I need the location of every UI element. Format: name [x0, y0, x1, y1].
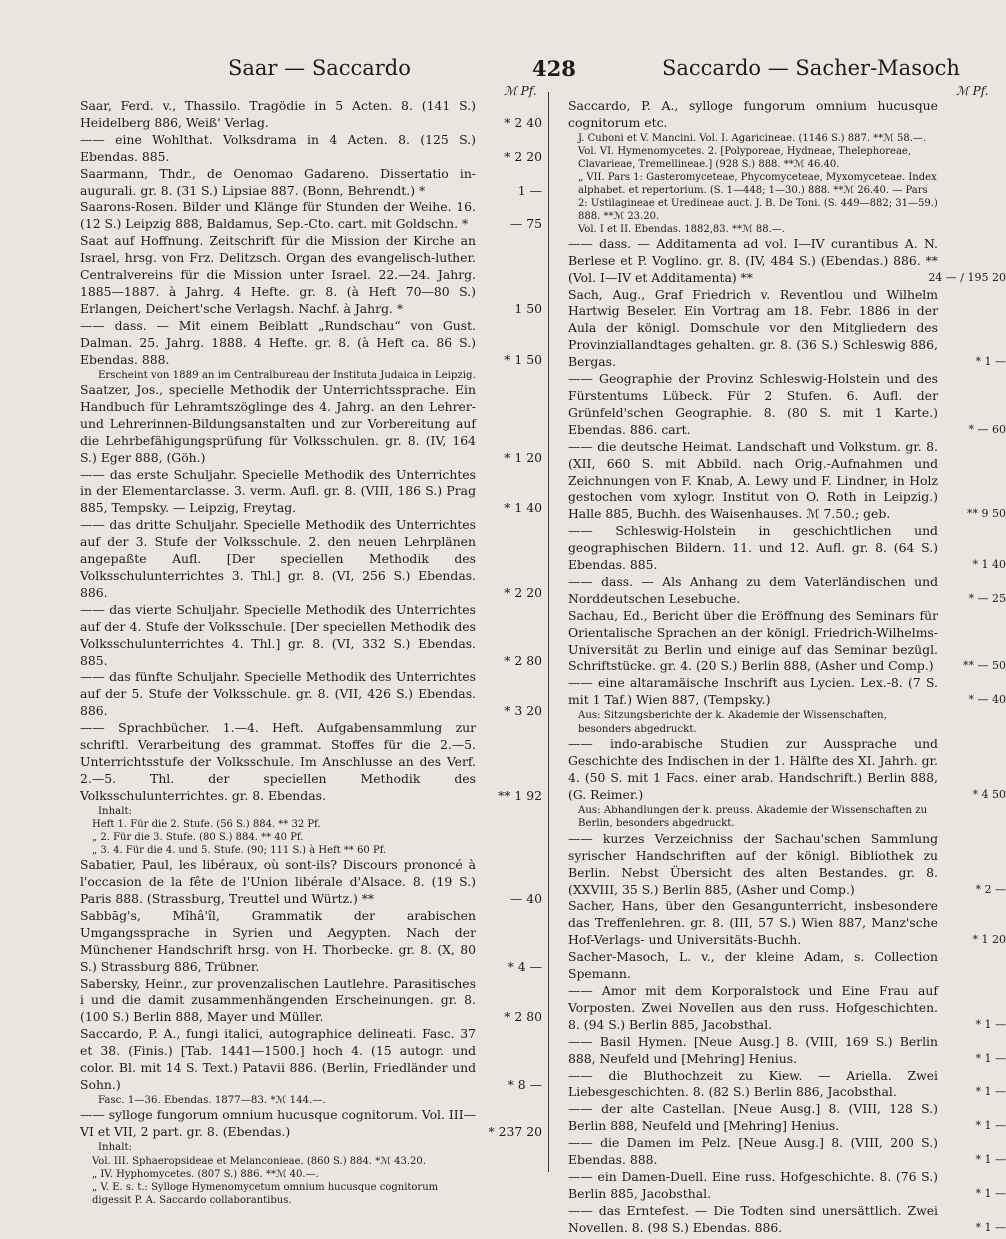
bibliography-entry [80, 602, 542, 670]
bibliography-entry [80, 720, 542, 805]
bibliography-entry [568, 235, 1006, 287]
entry-text: Saccardo, P. A., fungi italici, autographice delineati. Fasc. 37 et 38. (Finis.) [Tab. 1441—1500.] hoch 4. (15 autogr. und color. Bl. mit 14 S. Text.) Patavii 886. (Berlin, Friedländer und Sohn.) [80, 1026, 476, 1092]
entry-price: * 2 20 [504, 584, 542, 600]
entry-text: —— das erste Schuljahr. Specielle Methodik des Unterrichtes in der Elementarclasse. 3. verm. Aufl. gr. 8. (VIII, 186 S.) Prag 885, Tempsky. — Leipzig, Freytag. [80, 466, 476, 516]
entry-text: —— ein Damen-Duell. Eine russ. Hofgeschichte. 8. (76 S.) Berlin 885, Jacobsthal. [568, 1168, 938, 1201]
entry-text: —— eine Wohlthat. Volksdrama in 4 Acten. 8. (125 S.) Ebendas. 885. [80, 131, 476, 164]
entry-text: Sachau, Ed., Bericht über die Eröffnung des Seminars für Orientalische Sprachen an der königl. Friedrich-Wilhelms-Universität zu Berlin und einige auf das Seminar bezügl. Schriftstücke. gr. 4. (20 S.) Berlin 888, (Asher und Comp.) [568, 607, 938, 674]
entry-price: * 2 20 [504, 148, 542, 164]
entry-text: —— das vierte Schuljahr. Specielle Methodik des Unterrichtes auf der 4. Stufe der Volksschule. [Der speciellen Methodik des Volksschulunterrichtes 4. Thl.] gr. 8. (VI, 332 S.) Ebendas. 885. [80, 601, 476, 668]
bibliography-entry [568, 736, 1006, 804]
bibliography-entry [568, 949, 968, 983]
page-number: 428 [532, 56, 576, 81]
entry-text: Sabatier, Paul, les libéraux, où sont-ils? Discours prononcé à l'occasion de la fête de l'Union libérale d'Alsace. 8. (19 S.) Paris 888. (Strassburg, Treuttel und Würtz.) ** [80, 857, 476, 906]
entry-text: —— das Erntefest. — Die Todten sind unersättlich. Zwei Novellen. 8. (98 S.) Ebendas. 886. [568, 1202, 938, 1235]
entry-text: Erscheint von 1889 an im Centralbureau der Instituta Judaica in Leipzig. [98, 369, 476, 381]
entry-text: —— dass. — Additamenta ad vol. I—IV curantibus A. N. Berlese et P. Voglino. gr. 8. (IV, 484 S.) (Ebendas.) 886. ** (Vol. I—IV et Additamenta) ** [568, 235, 938, 285]
entry-note [80, 369, 542, 383]
entry-price: * 1 — [975, 355, 1006, 369]
entry-text: „ VII. Pars 1: Gasteromyceteae, Phycomyceteae, Myxomyceteae. Index alphabet. et repertorium. (S. 1—448; 1—30.) 888. **ℳ 26.40. — Pars 2: Ustilagineae et Uredineae auct. J. B. De Toni. (S. 449—882; 31—59.) 888. **ℳ 23.20. [578, 171, 938, 222]
bibliography-entry [568, 438, 1006, 524]
entry-text: Vol. III. Sphaeropsideae et Melanconieae. (860 S.) 884. *ℳ 43.20. [92, 1155, 426, 1167]
entry-price: * 1 — [975, 1220, 1006, 1234]
entry-text: —— Basil Hymen. [Neue Ausg.] 8. (VIII, 169 S.) Berlin 888, Neufeld und [Mehring] Henius. [568, 1033, 938, 1066]
entry-text: —— die Damen im Pelz. [Neue Ausg.] 8. (VIII, 200 S.) Ebendas. 888. [568, 1135, 938, 1168]
entry-text: —— dass. — Als Anhang zu dem Vaterländischen und Norddeutschen Lesebuche. [568, 573, 938, 606]
bibliography-entry [80, 976, 542, 1027]
entry-text: —— das dritte Schuljahr. Specielle Methodik des Unterrichtes auf der 3. Stufe der Volksschule. 2. den neuen Lehrplänen angepaßte Aufl. [Der speciellen Methodik des Volksschulunterrichtes 3. Thl.] gr. 8. (VI, 256 S.) Ebendas. 886. [80, 517, 476, 600]
entry-text: —— Sprachbücher. 1.—4. Heft. Aufgabensammlung zur schriftl. Verarbeitung des grammat. Stoffes für die 2.—5. Unterrichtsstufe der Volksschule. Im Anschlusse an des Verf. 2.—5. Thl. der speciellen Methodik des Volksschulunterrichtes. gr. 8. Ebendas. [80, 720, 476, 803]
bibliography-entry [80, 98, 542, 132]
entry-text: Sabbāg's, Mîhâ'îl, Grammatik der arabischen Umgangssprache in Syrien und Aegypten. Nach der Münchener Handschrift hrsg. von H. Thorbecke. gr. 8. (X, 80 S.) Strassburg 886, Trübner. [80, 907, 476, 974]
bibliography-entry [568, 982, 1006, 1034]
entry-subline [80, 1181, 542, 1207]
entry-price: 1 50 [514, 300, 542, 316]
bibliography-entry [80, 233, 542, 318]
entry-price: 1 — [517, 182, 542, 198]
bibliography-entry [568, 573, 1006, 608]
bibliography-entry [568, 286, 1006, 372]
entry-text: —— Amor mit dem Korporalstock und Eine Frau auf Vorposten. Zwei Novellen aus den russ. Hofgeschichten. 8. (94 S.) Berlin 885, Jacobsthal. [568, 982, 938, 1032]
entry-note [568, 709, 968, 736]
entry-price: * 1 — [975, 1186, 1006, 1200]
entry-note [568, 804, 968, 831]
entry-price: * 1 — [975, 1017, 1006, 1031]
bibliography-entry [568, 1168, 1006, 1203]
entry-note [80, 1141, 542, 1155]
entry-text: Aus: Sitzungsberichte der k. Akademie der Wissenschaften, besonders abgedruckt. [578, 710, 887, 735]
bibliography-entry [568, 371, 1006, 439]
bibliography-entry [80, 1107, 542, 1141]
price-unit-right: ℳ Pf. [956, 84, 989, 98]
entry-text: Saarons-Rosen. Bilder und Klänge für Stunden der Weihe. 16. (12 S.) Leipzig 888, Baldamus, Sep.-Cto. cart. mit Goldschn. * [80, 199, 476, 232]
entry-price: * — 60 [968, 422, 1006, 436]
entry-text: Saccardo, P. A., sylloge fungorum omnium hucusque cognitorum etc. [568, 98, 938, 130]
bibliography-entry [80, 908, 542, 976]
entry-text: Sabersky, Heinr., zur provenzalischen Lautlehre. Parasitisches i und die damit zusammenhängenden Erscheinungen. gr. 8. (100 S.) Berlin 888, Mayer und Müller. [80, 975, 476, 1025]
entry-subline [80, 1155, 542, 1168]
bibliography-entry [80, 166, 542, 200]
entry-subline [568, 132, 968, 145]
bibliography-entry [568, 830, 1006, 899]
entry-price: ** 1 92 [498, 787, 542, 803]
bibliography-entry [568, 1202, 1006, 1237]
entry-text: „ 3. 4. Für die 4. und 5. Stufe. (90; 111 S.) à Heft ** 60 Pf. [92, 845, 387, 857]
entry-text: —— Schleswig-Holstein in geschichtlichen und geographischen Bildern. 11. und 12. Aufl. gr. 8. (64 S.) Ebendas. 885. [568, 523, 938, 573]
entry-subline [80, 844, 542, 857]
entry-text: Vol. VI. Hymenomycetes. 2. [Polyporeae, Hydneae, Thelephoreae, Clavarieae, Tremellineae.] (928 S.) 888. **ℳ 46.40. [578, 145, 912, 170]
bibliography-entry [80, 467, 542, 518]
bibliography-entry [80, 517, 542, 602]
bibliography-entry [568, 98, 968, 132]
entry-text: —— eine altaramäische Inschrift aus Lycien. Lex.-8. (7 S. mit 1 Taf.) Wien 887, (Tempsky.) [568, 675, 938, 708]
entry-subline [80, 1168, 542, 1181]
entry-text: Inhalt: [98, 805, 133, 817]
entry-price: * 1 — [975, 1051, 1006, 1065]
entry-price: * 1 — [975, 1153, 1006, 1167]
bibliography-entry [568, 1135, 1006, 1169]
entry-text: —— kurzes Verzeichniss der Sachau'schen Sammlung syrischer Handschriften auf der königl. Bibliothek zu Berlin. Nebst Übersicht des alten Bestandes. gr. 8. (XXVIII, 35 S.) Berlin 885, (Asher und Comp.) [568, 830, 938, 897]
entry-subline [80, 818, 542, 831]
bibliography-entry [80, 857, 542, 908]
entry-price: ** — 50 [963, 659, 1006, 673]
entry-text: „ IV. Hyphomycetes. (807 S.) 886. **ℳ 40.—. [92, 1168, 319, 1180]
entry-text: Inhalt: [98, 1142, 133, 1154]
entry-text: Saatzer, Jos., specielle Methodik der Unterrichtssprache. Ein Handbuch für Lehramtszöglinge des 4. Jahrg. an den Lehrer- und Lehrerinnen-Bildungsanstalten und zur Vorbereitung auf die Lehrbefähigungsprüfung für Volksschulen. gr. 8. (IV, 164 S.) Eger 888, (Göh.) [80, 382, 476, 465]
entry-subline [568, 145, 968, 171]
entry-text: —— der alte Castellan. [Neue Ausg.] 8. (VIII, 128 S.) Berlin 888, Neufeld und [Mehring] Henius. [568, 1101, 938, 1134]
price-unit-left: ℳ Pf. [504, 84, 537, 98]
entry-price: * 3 20 [504, 703, 542, 719]
entry-subline [568, 171, 968, 223]
entry-price: — 40 [509, 890, 542, 906]
entry-price: ** 9 50 [967, 507, 1006, 521]
bibliography-entry [568, 607, 1006, 676]
entry-price: * 1 40 [972, 558, 1006, 572]
entry-price: — 75 [509, 216, 542, 232]
entry-price: * 2 40 [504, 114, 542, 130]
entry-price: * 237 20 [488, 1124, 542, 1140]
entry-price: * — 40 [968, 693, 1006, 707]
entry-price: * 1 50 [504, 351, 542, 367]
entry-text: Aus: Abhandlungen der k. preuss. Akademie der Wissenschaften zu Berlin, besonders abgedruckt. [578, 804, 928, 830]
bibliography-entry [80, 318, 542, 369]
entry-text: Heft 1. Für die 2. Stufe. (56 S.) 884. ** 32 Pf. [92, 819, 321, 831]
entry-price: * 4 — [507, 958, 542, 974]
entry-note [80, 1094, 542, 1108]
entry-text: Vol. I et II. Ebendas. 1882,83. **ℳ 88.—. [578, 223, 785, 235]
entry-price: 24 — / 195 20 [928, 270, 1006, 284]
column-divider [548, 92, 549, 1172]
bibliography-entry [80, 132, 542, 166]
entry-text: Fasc. 1—36. Ebendas. 1877—83. *ℳ 144.—. [98, 1094, 326, 1106]
entry-text: —— die deutsche Heimat. Landschaft und Volkstum. gr. 8. (XII, 660 S. mit Abbild. nach Orig.-Aufnahmen und Zeichnungen von F. Knab, A. Lewy und F. Lindner, in Holz gestochen vom xylogr. Institut von O. Roth in Leipzig.) Halle 885, Buchh. des Waisenhauses. ℳ 7.50.; geb. [568, 438, 938, 522]
bibliography-entry [568, 523, 1006, 574]
entry-price: * 1 20 [504, 449, 542, 465]
bibliography-entry [568, 898, 1006, 949]
entry-text: —— das fünfte Schuljahr. Specielle Methodik des Unterrichtes auf der 5. Stufe der Volksschule. gr. 8. (VII, 426 S.) Ebendas. 886. [80, 669, 476, 719]
entry-price: * 2 80 [504, 652, 542, 668]
entry-subline [80, 831, 542, 844]
entry-price: * 2 80 [504, 1009, 542, 1025]
bibliography-entry [80, 382, 542, 467]
entry-text: Sacher-Masoch, L. v., der kleine Adam, s. Collection Spemann. [568, 949, 938, 982]
entry-text: —— Geographie der Provinz Schleswig-Holstein und des Fürstentums Lübeck. Für 2 Stufen. 6. Aufl. der Grünfeld'schen Geographie. 8. (80 S. mit 1 Karte.) Ebendas. 886. cart. [568, 371, 938, 437]
bibliography-entry [80, 669, 542, 720]
entry-text: —— die Bluthochzeit zu Kiew. — Ariella. Zwei Liebesgeschichten. 8. (82 S.) Berlin 886, Jacobsthal. [568, 1067, 938, 1100]
entry-subline [568, 223, 968, 236]
right-column [568, 98, 1006, 1237]
entry-price: * 1 40 [504, 500, 542, 516]
entry-text: „ V. E. s. t.: Sylloge Hymenomycetum omnium hucusque cognitorum digessit P. A. Saccardo collaborantibus. [92, 1181, 439, 1206]
bibliography-entry [80, 199, 542, 233]
bibliography-entry [568, 1101, 1006, 1135]
bibliography-entry [568, 675, 1006, 709]
entry-price: * — 25 [968, 591, 1006, 605]
entry-text: J. Cuboni et V. Mancini. Vol. I. Agaricineae. (1146 S.) 887. **ℳ 58.—. [578, 132, 927, 144]
entry-price: * 1 20 [972, 933, 1006, 947]
entry-text: Sach, Aug., Graf Friedrich v. Reventlou und Wilhelm Hartwig Beseler. Ein Vortrag am 18. Febr. 1886 in der Aula der königl. Domschule vor den Mitgliedern des Provinziallandtages gehalten. gr. 8. (36 S.) Schleswig 886, Bergas. [568, 286, 938, 370]
entry-text: Saarmann, Thdr., de Oenomao Gadareno. Dissertatio in-augurali. gr. 8. (31 S.) Lipsiae 887. (Bonn, Behrendt.) * [80, 165, 476, 198]
entry-text: Saat auf Hoffnung. Zeitschrift für die Mission der Kirche an Israel, hrsg. von Frz. Delitzsch. Organ des evangelisch-luther. Centralvereins für die Mission unter Israel. 22.—24. Jahrg. 1885—1887. à Jahrg. 4 Hefte. gr. 8. (à Heft 70—80 S.) Erlangen, Deichert'sche Verlagsh. Nachf. à Jahrg. * [80, 233, 476, 316]
bibliography-entry [568, 1067, 1006, 1102]
entry-text: Sacher, Hans, über den Gesangunterricht, insbesondere das Treffenlehren. gr. 8. (III, 57 S.) Wien 887, Manz'sche Hof-Verlags- und Universitäts-Buchh. [568, 898, 938, 948]
left-column [80, 98, 542, 1207]
entry-price: * 1 — [975, 1085, 1006, 1099]
entry-text: Saar, Ferd. v., Thassilo. Tragödie in 5 Acten. 8. (141 S.) Heidelberg 886, Weiß' Verlag. [80, 98, 476, 130]
bibliography-entry [568, 1033, 1006, 1068]
running-head-right: Saccardo — Sacher-Masoch [662, 56, 960, 80]
entry-note [80, 805, 542, 819]
entry-price: * 8 — [507, 1076, 542, 1092]
bibliography-entry [80, 1026, 542, 1094]
running-head-left: Saar — Saccardo [228, 56, 411, 80]
entry-price: * 4 50 [972, 787, 1006, 801]
entry-text: —— indo-arabische Studien zur Aussprache und Geschichte des Indischen in der 1. Hälfte des XI. Jahrh. gr. 4. (50 S. mit 1 Facs. einer arab. Handschrift.) Berlin 888, (G. Reimer.) [568, 736, 938, 802]
entry-price: * 2 — [975, 882, 1006, 896]
entry-price: * 1 — [975, 1119, 1006, 1133]
entry-text: „ 2. Für die 3. Stufe. (80 S.) 884. ** 40 Pf. [92, 832, 304, 844]
entry-text: —— sylloge fungorum omnium hucusque cognitorum. Vol. III—VI et VII, 2 part. gr. 8. (Ebendas.) [80, 1107, 476, 1140]
entry-text: —— dass. — Mit einem Beiblatt „Rundschau“ von Gust. Dalman. 25. Jahrg. 1888. 4 Hefte. gr. 8. (à Heft ca. 86 S.) Ebendas. 888. [80, 317, 476, 367]
